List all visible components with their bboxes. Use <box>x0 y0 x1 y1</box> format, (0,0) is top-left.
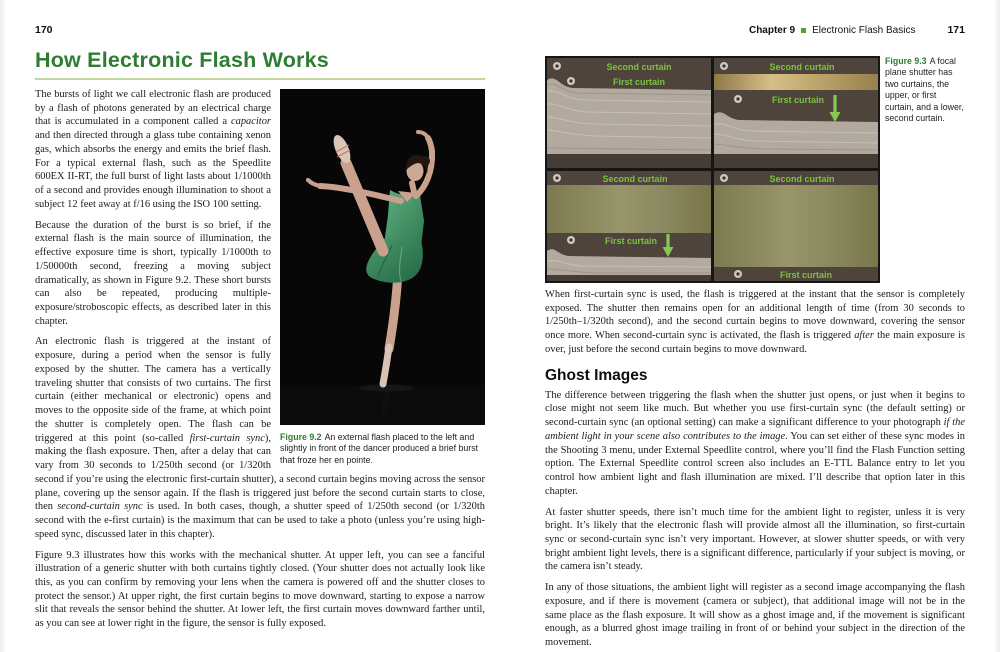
second-curtain-label: Second curtain <box>606 62 672 72</box>
paragraph: At faster shutter speeds, there isn’t much time for the ambient light to register, unless it is very bright. It’s likely that the electronic flash will provide almost all the illumination, so first-curtain sync or second-curtain sync isn’t very important. However, at slower shutter speeds, or with very bright ambient light levels, there is a significant difference, particularly if your subject is moving, or the camera isn’t steady. <box>545 506 965 573</box>
second-curtain-label: Second curtain <box>769 62 835 72</box>
page-number-left: 170 <box>35 24 53 36</box>
first-curtain-label: First curtain <box>612 77 666 87</box>
shutter-panel-slit-open <box>712 56 880 170</box>
paragraph: An electronic flash is triggered at the instant of exposure, during a period when the sensor is fully exposed by the shutter. The camera has a vertically traveling shutter that consists of two curtains. The first curtain (either mechanical or electronic) opens and moves to the opposite side of the frame, at which point the shutter is completely open. The flash can be triggered at this point (so-called first-curtain sync), making the flash exposure. Then, after a delay that can vary from 30 seconds to 1/250th second (or 1/320th second if you’re using the electronic first-curtain shutter), a second curtain begins moving across the sensor plane, covering up the sensor again. If the flash is triggered just before the second curtain starts to close, then second-curtain sync is used. In both cases, though, a shutter speed of 1/250th second (or 1/320th second with the e-first curtain) is the maximum that can be used to take a photo (unless you’re using high-speed sync, discussed later in this chapter). <box>35 336 485 540</box>
running-header <box>545 24 965 36</box>
second-curtain-label: Second curtain <box>769 174 835 184</box>
running-header-title: Electronic Flash Basics <box>812 24 916 36</box>
first-curtain-label: First curtain <box>604 236 658 246</box>
paragraph: Because the duration of the burst is so brief, if the external flash is the main source of illumination, the effective exposure time is short, typically 1/1000th to 1/50000th second, freezing a moving subject dramatically, as shown in Figure 9.2. These short bursts can also be repeated, producing multiple-exposure/stroboscopic effects, as described later in this chapter. <box>35 219 271 327</box>
dancer-photo <box>280 89 485 425</box>
first-curtain-label: First curtain <box>771 95 825 105</box>
figure-9-3-caption <box>885 56 965 279</box>
paragraph: The difference between triggering the flash when the shutter just opens, or just when it begins to close might not seem like much. But whether you use first-curtain sync (the default setting) or second-curtain sync (an optional setting) can make a significant difference to your photograph if the ambient light in your scene also contributes to the image. You can set either of these sync modes in the Shooting 3 menu, under External Speedlite control, where you’ll find the Flash Function setting option. The External Speedlite control screen also includes an E-TTL Balance entry to let you control how ambient light and flash illumination are mixed. I’ll describe that option later in this chapter. <box>545 389 965 497</box>
page-171 <box>500 0 1000 652</box>
figure-9-2-caption-text: An external flash placed to the left and slightly in front of the dancer produced a brief burst that froze her en pointe. <box>280 432 479 465</box>
section-heading: How Electronic Flash Works <box>35 48 329 72</box>
shutter-panels <box>545 56 876 279</box>
shutter-panel-fully-open <box>712 169 880 283</box>
paragraph: Figure 9.3 illustrates how this works with the mechanical shutter. At upper left, you can see a fanciful illustration of a generic shutter with both curtains tightly closed. (Your shutter does not actually look like this, as you can confirm by removing your lens when the camera is powered off and the shutter closes to protect the sensor.) At upper right, the first curtain begins to move downward, starting to expose a narrow slit that reveals the sensor behind the shutter. At lower left, the first curtain moves downward farther until, as you can see at lower right in the figure, the sensor is fully exposed. <box>35 549 485 630</box>
figure-9-2-caption <box>280 432 485 466</box>
running-header-chapter: Chapter 9 <box>748 24 796 36</box>
paragraph: In any of those situations, the ambient light will register as a second image accompanying the flash exposure, and if there is movement (camera or subject), that additional image will not be in the same place as the flash exposure. It will show as a ghost image and, if the movement is significant enough, as a blurred ghost image trailing in front of or behind your subject in the direction of the movement. <box>545 582 965 649</box>
paragraph: When first-curtain sync is used, the flash is triggered at the instant that the sensor is completely exposed. The shutter then remains open for an additional length of time (from 30 seconds to 1/250th–1/320th second), and the second curtain begins to move downward, covering the sensor once more. When second-curtain sync is activated, the flash is triggered after the main exposure is over, just before the second curtain begins to move downward. <box>545 289 965 355</box>
page-number-right: 171 <box>947 24 965 36</box>
figure-9-3-label: Figure 9.3 <box>885 56 927 66</box>
header-bullet-icon <box>801 28 806 33</box>
figure-9-3-caption-text: A focal plane shutter has two curtains, the upper, or first curtain, and a lower, second curtain. <box>885 56 964 124</box>
first-curtain-label: First curtain <box>779 270 833 280</box>
second-curtain-label: Second curtain <box>602 174 668 184</box>
shutter-panel-closed <box>545 56 713 170</box>
ghost-images-heading: Ghost Images <box>545 366 648 384</box>
heading-rule <box>35 78 485 80</box>
paragraph: The bursts of light we call electronic flash are produced by a flash of photons generated by an electrical charge that is accumulated in a component called a capacitor and then directed through a glass tube containing xenon gas, which absorbs the energy and emits the brief flash. For a typical external flash, such as the Speedlite 600EX II-RT, the full burst of light lasts about 1/1000th of a second and provides enough illumination to shoot a subject 12 feet away at f/16 using the ISO 100 setting. <box>35 89 271 210</box>
shutter-panel-half-open <box>545 169 713 283</box>
figure-9-3 <box>545 56 965 279</box>
figure-9-2 <box>280 89 485 466</box>
figure-9-2-label: Figure 9.2 <box>280 432 322 442</box>
